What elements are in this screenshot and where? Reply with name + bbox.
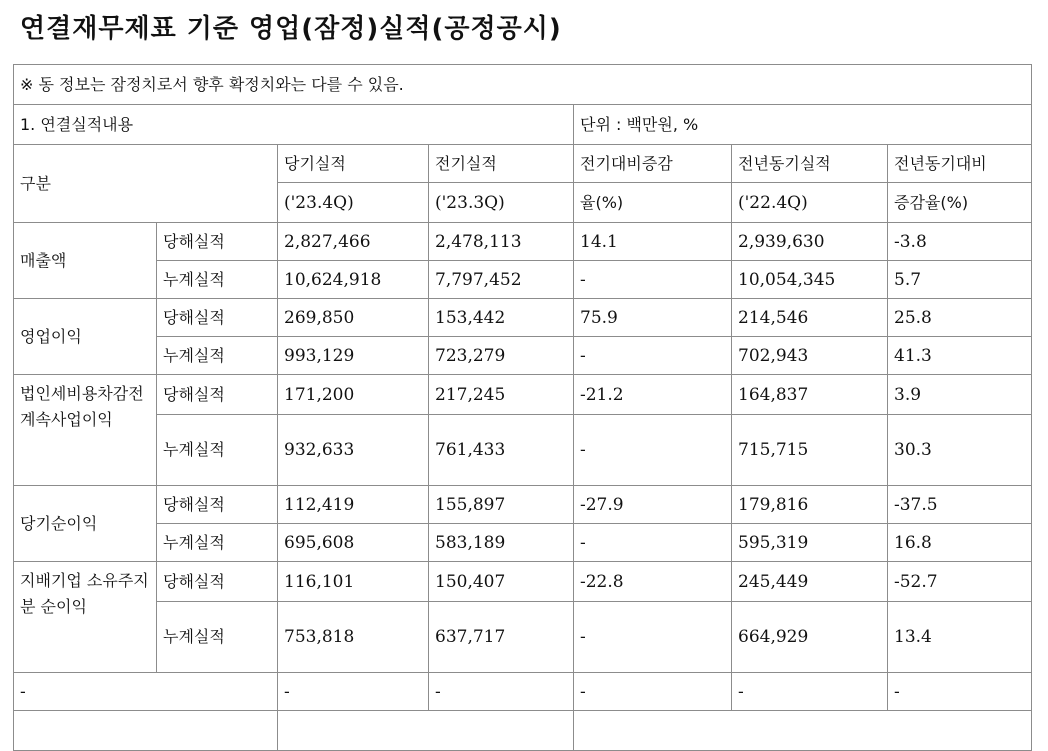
blank-cell: -	[574, 673, 732, 711]
blank-cell: -	[429, 673, 574, 711]
header-row-1	[14, 145, 1032, 183]
blank-cell: -	[14, 673, 278, 711]
cell-current-q: 695,608	[278, 524, 429, 562]
cell-yoy-q: 2,939,630	[732, 223, 888, 261]
cell-yoy-rate: 16.8	[888, 524, 1032, 562]
table-row	[14, 375, 1032, 415]
cell-prev-q: 761,433	[429, 415, 574, 486]
row-period-label: 누계실적	[157, 524, 278, 562]
cell-qoq: -	[574, 602, 732, 673]
cell-prev-q: 217,245	[429, 375, 574, 415]
cell-prev-q: 153,442	[429, 299, 574, 337]
header-yoy-q: 전년동기실적	[732, 145, 888, 183]
header-current-q-period: ('23.4Q)	[278, 183, 429, 223]
cell-yoy-rate: -52.7	[888, 562, 1032, 602]
table-row	[14, 486, 1032, 524]
cell-current-q: 993,129	[278, 337, 429, 375]
notice-row	[14, 65, 1032, 105]
notice-text: ※ 동 정보는 잠정치로서 향후 확정치와는 다를 수 있음.	[14, 65, 1032, 105]
row-period-label: 당해실적	[157, 223, 278, 261]
table-row	[14, 223, 1032, 261]
cell-prev-q: 155,897	[429, 486, 574, 524]
cell-prev-q: 583,189	[429, 524, 574, 562]
table-row	[14, 415, 1032, 486]
table-row	[14, 524, 1032, 562]
header-qoq-line1: 전기대비증감	[574, 145, 732, 183]
cell-yoy-q: 10,054,345	[732, 261, 888, 299]
blank-cell: -	[278, 673, 429, 711]
earnings-table	[13, 64, 1032, 751]
row-item-label: 당기순이익	[14, 486, 157, 562]
cell-yoy-rate: 25.8	[888, 299, 1032, 337]
cell-qoq: -	[574, 415, 732, 486]
cell-yoy-rate: 13.4	[888, 602, 1032, 673]
cell-yoy-rate: -3.8	[888, 223, 1032, 261]
table-row	[14, 261, 1032, 299]
row-item-label: 영업이익	[14, 299, 157, 375]
row-item-label: 매출액	[14, 223, 157, 299]
cell-qoq: -22.8	[574, 562, 732, 602]
cell-current-q: 269,850	[278, 299, 429, 337]
cell-yoy-rate: 5.7	[888, 261, 1032, 299]
cell-prev-q: 2,478,113	[429, 223, 574, 261]
cell-qoq: -21.2	[574, 375, 732, 415]
row-period-label: 당해실적	[157, 299, 278, 337]
cell-yoy-q: 245,449	[732, 562, 888, 602]
header-yoy-q-period: ('22.4Q)	[732, 183, 888, 223]
header-prev-q-period: ('23.3Q)	[429, 183, 574, 223]
row-period-label: 당해실적	[157, 486, 278, 524]
header-yoy-line2: 증감율(%)	[888, 183, 1032, 223]
header-prev-q: 전기실적	[429, 145, 574, 183]
cell-current-q: 753,818	[278, 602, 429, 673]
row-period-label: 당해실적	[157, 562, 278, 602]
section-row	[14, 105, 1032, 145]
cell-yoy-q: 164,837	[732, 375, 888, 415]
cell-prev-q: 150,407	[429, 562, 574, 602]
table-row	[14, 562, 1032, 602]
cell-prev-q: 637,717	[429, 602, 574, 673]
table-row	[14, 602, 1032, 673]
cell-prev-q: 7,797,452	[429, 261, 574, 299]
cell-current-q: 171,200	[278, 375, 429, 415]
cell-yoy-rate: 41.3	[888, 337, 1032, 375]
blank-row	[14, 673, 1032, 711]
row-item-label: 지배기업 소유주지분 순이익	[14, 562, 157, 673]
table-row	[14, 337, 1032, 375]
unit-label: 단위 : 백만원, %	[574, 105, 1032, 145]
row-period-label: 누계실적	[157, 602, 278, 673]
cell-qoq: -	[574, 261, 732, 299]
row-item-label: 법인세비용차감전계속사업이익	[14, 375, 157, 486]
cell-qoq: -27.9	[574, 486, 732, 524]
cell-yoy-q: 214,546	[732, 299, 888, 337]
header-yoy-line1: 전년동기대비	[888, 145, 1032, 183]
row-period-label: 당해실적	[157, 375, 278, 415]
cell-current-q: 2,827,466	[278, 223, 429, 261]
cell-yoy-q: 715,715	[732, 415, 888, 486]
cell-yoy-q: 595,319	[732, 524, 888, 562]
cell-current-q: 10,624,918	[278, 261, 429, 299]
blank-cell: -	[732, 673, 888, 711]
table-row	[14, 299, 1032, 337]
cell-qoq: 75.9	[574, 299, 732, 337]
section-label: 1. 연결실적내용	[14, 105, 574, 145]
row-period-label: 누계실적	[157, 415, 278, 486]
page-title: 연결재무제표 기준 영업(잠정)실적(공정공시)	[20, 14, 562, 44]
cell-qoq: -	[574, 524, 732, 562]
cell-yoy-q: 702,943	[732, 337, 888, 375]
header-qoq-line2: 율(%)	[574, 183, 732, 223]
cell-yoy-rate: -37.5	[888, 486, 1032, 524]
cell-current-q: 932,633	[278, 415, 429, 486]
row-period-label: 누계실적	[157, 261, 278, 299]
header-current-q: 당기실적	[278, 145, 429, 183]
cell-yoy-q: 179,816	[732, 486, 888, 524]
cell-yoy-rate: 3.9	[888, 375, 1032, 415]
blank-cell: -	[888, 673, 1032, 711]
cell-yoy-rate: 30.3	[888, 415, 1032, 486]
cell-qoq: -	[574, 337, 732, 375]
cell-current-q: 112,419	[278, 486, 429, 524]
cell-prev-q: 723,279	[429, 337, 574, 375]
cell-yoy-q: 664,929	[732, 602, 888, 673]
header-category: 구분	[14, 145, 278, 223]
cell-current-q: 116,101	[278, 562, 429, 602]
row-period-label: 누계실적	[157, 337, 278, 375]
cell-qoq: 14.1	[574, 223, 732, 261]
